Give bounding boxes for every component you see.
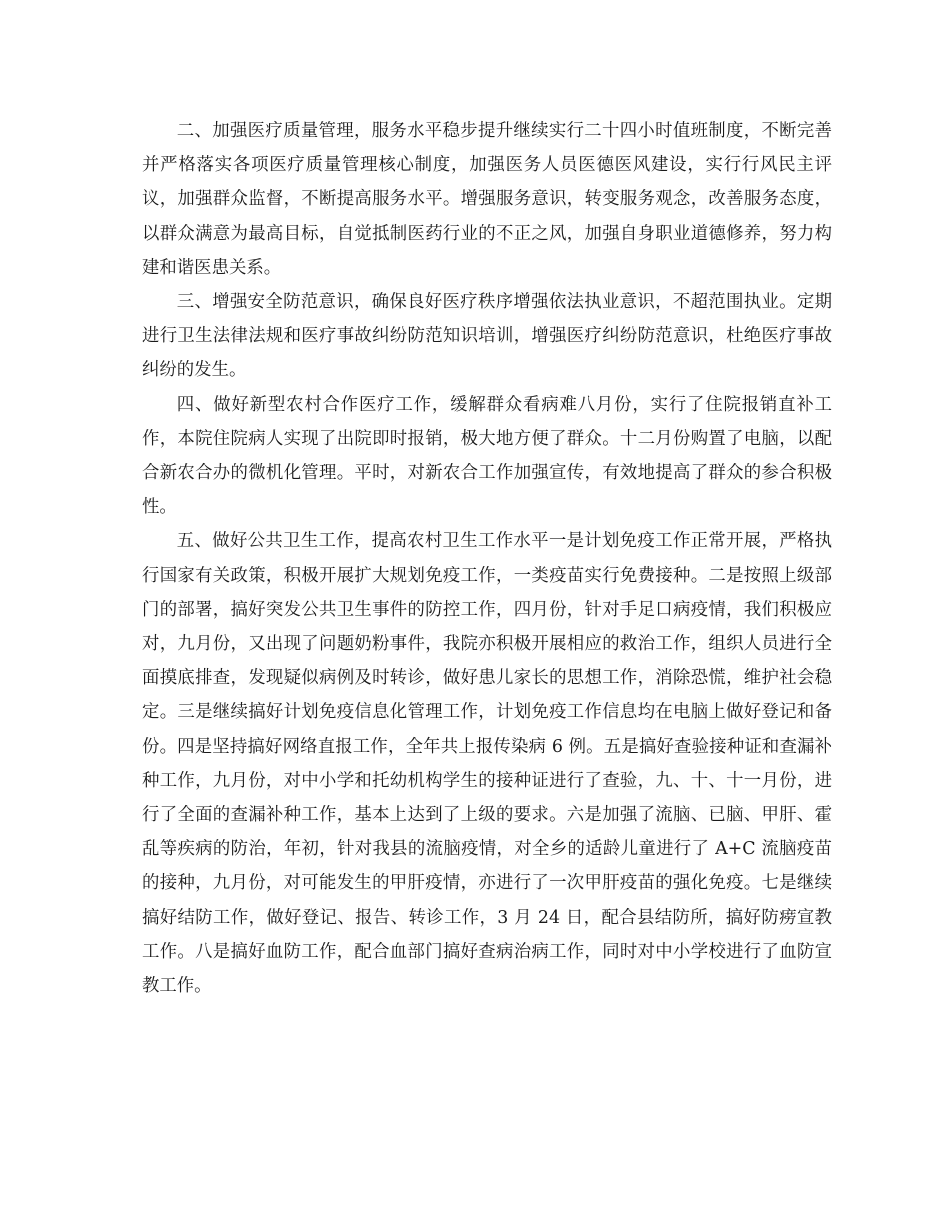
paragraph-public-health: 五、做好公共卫生工作，提高农村卫生工作水平一是计划免疫工作正常开展，严格执行国家有关政策，积极开展扩大规划免疫工作，一类疫苗实行免费接种。二是按照上级部门的部署，搞好突发公共卫生事件的防控工作，四月份，针对手足口病疫情，我们积极应对，九月份，又出现了问题奶粉事件，我院亦积极开展相应的救治工作，组织人员进行全面摸底排查，发现疑似病例及时转诊，做好患儿家长的思想工作，消除恐慌，维护社会稳定。三是继续搞好计划免疫信息化管理工作，计划免疫工作信息均在电脑上做好登记和备份。四是坚持搞好网络直报工作，全年共上报传染病 6 例。五是搞好查验接种证和查漏补种工作，九月份，对中小学和托幼机构学生的接种证进行了查验，九、十、十一月份，进行了全面的查漏补种工作，基本上达到了上级的要求。六是加强了流脑、已脑、甲肝、霍乱等疾病的防治，年初，针对我县的流脑疫情，对全乡的适龄儿童进行了 A+C 流脑疫苗的接种，九月份，对可能发生的甲肝疫情，亦进行了一次甲肝疫苗的强化免疫。七是继续搞好结防工作，做好登记、报告、转诊工作，3 月 24 日，配合县结防所，搞好防痨宣教工作。八是搞好血防工作，配合血部门搞好查病治病工作，同时对中小学校进行了血防宣教工作。 — [142, 531, 832, 997]
paragraph-medical-quality: 二、加强医疗质量管理，服务水平稳步提升继续实行二十四小时值班制度，不断完善并严格落实各项医疗质量管理核心制度，加强医务人员医德医风建设，实行行风民主评议，加强群众监督，不断提高服务水平。增强服务意识，转变服务观念，改善服务态度，以群众满意为最高目标，自觉抵制医药行业的不正之风，加强自身职业道德修养，努力构建和谐医患关系。 — [142, 121, 832, 278]
paragraph-safety-awareness: 三、增强安全防范意识，确保良好医疗秩序增强依法执业意识，不超范围执业。定期进行卫生法律法规和医疗事故纠纷防范知识培训，增强医疗纠纷防范意识，杜绝医疗事故纠纷的发生。 — [142, 292, 832, 381]
document-body — [142, 114, 832, 1003]
paragraph-rural-cooperative-medical: 四、做好新型农村合作医疗工作，缓解群众看病难八月份，实行了住院报销直补工作，本院住院病人实现了出院即时报销，极大地方便了群众。十二月份购置了电脑，以配合新农合办的微机化管理。平时，对新农合工作加强宣传，有效地提高了群众的参合积极性。 — [142, 394, 832, 518]
